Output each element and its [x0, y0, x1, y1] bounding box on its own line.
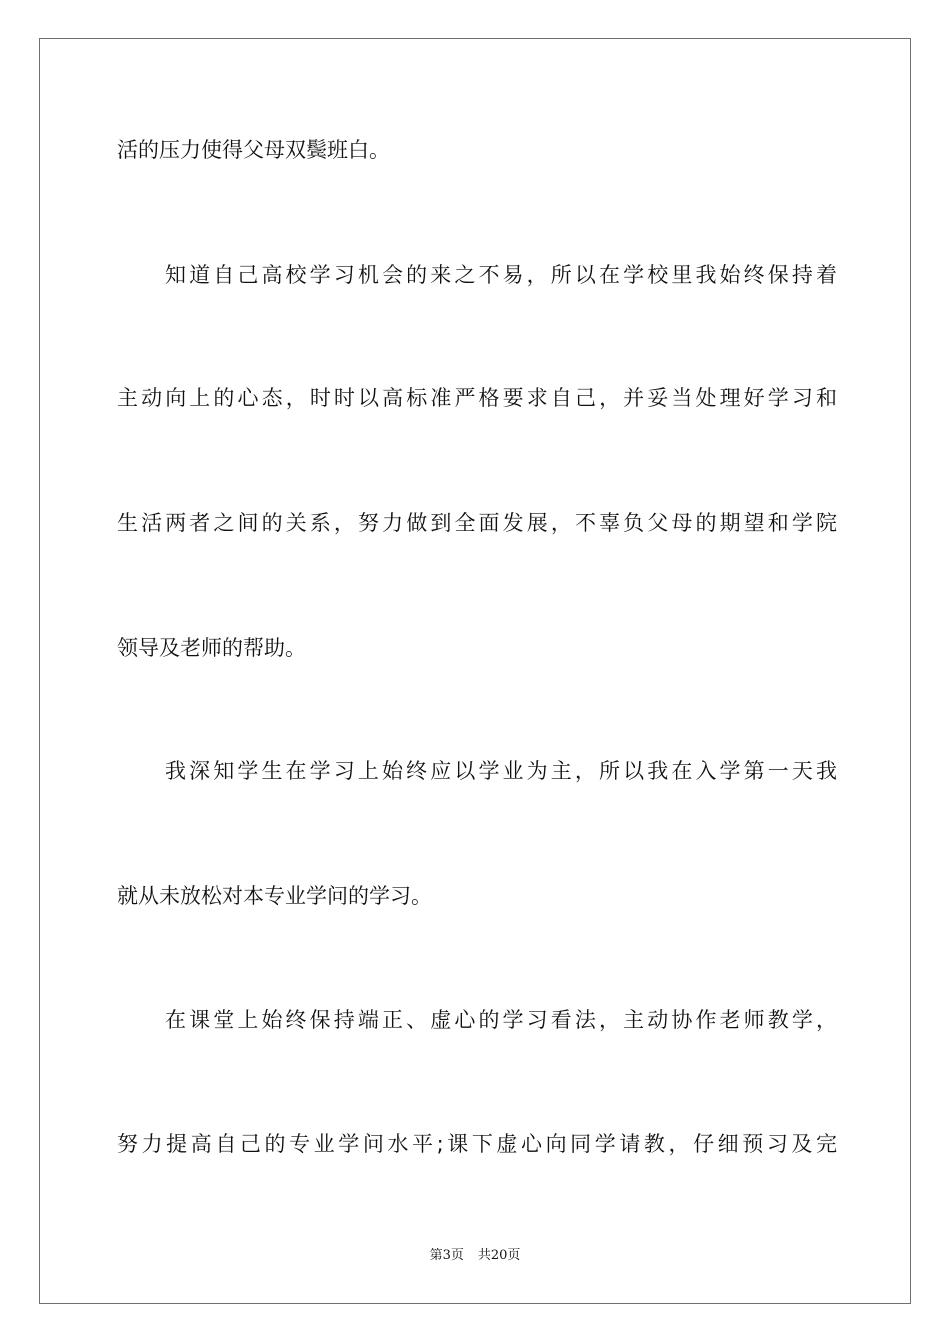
page-border [39, 38, 911, 1304]
page-number: 第3页 [429, 1248, 464, 1263]
body-text-line-3: 主动向上的心态，时时以高标准严格要求自己，并妥当处理好学习和 [117, 386, 837, 410]
body-text-line-7: 就从未放松对本专业学问的学习。 [117, 884, 432, 908]
total-pages: 共20页 [477, 1248, 521, 1263]
body-text-line-6: 我深知学生在学习上始终应以学业为主，所以我在入学第一天我 [165, 759, 837, 783]
body-text-line-5: 领导及老师的帮助。 [117, 636, 306, 660]
body-text-line-4: 生活两者之间的关系，努力做到全面发展，不辜负父母的期望和学院 [117, 511, 837, 535]
body-text-line-2: 知道自己高校学习机会的来之不易，所以在学校里我始终保持着 [165, 263, 837, 287]
page-footer [0, 1247, 950, 1265]
body-text-line-8: 在课堂上始终保持端正、虚心的学习看法，主动协作老师教学， [165, 1008, 837, 1032]
body-text-line-9: 努力提高自己的专业学问水平;课下虚心向同学请教，仔细预习及完 [117, 1132, 837, 1156]
body-text-line-1: 活的压力使得父母双鬓班白。 [117, 138, 390, 162]
